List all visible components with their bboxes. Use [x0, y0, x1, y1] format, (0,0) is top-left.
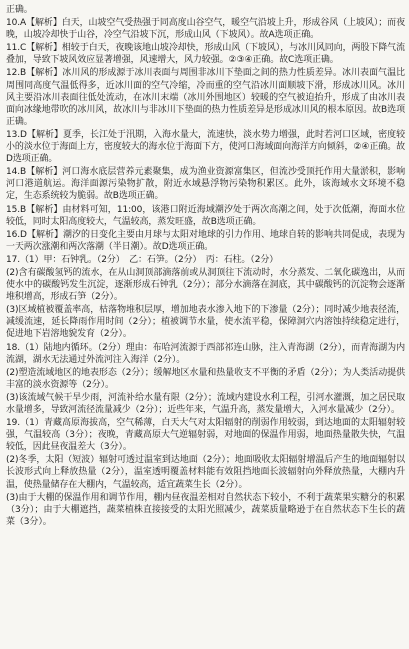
- answer-14: 14.B【解析】河口海水底层营养元素聚集，成为渔业资源富集区，但流沙受顶托作用大量淤积，影响河口港道航运。海洋面源污染物扩散，附近水域悬浮物污染物积累区。此外，该海域水文环境不稳定，生态系统较为脆弱。故B选项正确。: [6, 167, 405, 202]
- answer-11: 11.C【解析】相较于白天，夜晚该地山坡冷却快，形成山风（下坡风），与冰川风同向，两股下降气流叠加，导致下坡风效应显著增强，风速增大，风力较强。②③④正确。故C选项正确。: [6, 43, 405, 66]
- answer-18-part-2: (2)塑造流域地区的地表形态（2分）；缓解地区水量和热量收支不平衡的矛盾（2分）；为人类活动提供丰富的淡水资源等（2分）。: [6, 367, 405, 390]
- answer-17-part-1: 17.（1）甲：石钟乳。（2分） 乙：石笋。（2分） 丙：石柱。（2分）: [6, 254, 279, 265]
- answer-18-part-3: (3)该流域气候干旱少雨，河流补给水量有限（2分）；流域内建设水利工程，引河水灌溉，加之居民取水量增多，导致河流径流量减少（2分）；近些年来，气温升高，蒸发量增大，入河水量减少（2分）。: [6, 392, 405, 415]
- answer-10: 10.A【解析】白天，山坡空气受热强于同高度山谷空气，暖空气沿坡上升，形成谷风（上坡风）；而夜晚，山坡冷却快于山谷，冷空气沿坡下沉，形成山风（下坡风）。故A选项正确。: [6, 18, 405, 41]
- answer-19-part-3: (3)由于大棚的保温作用和调节作用，棚内昼夜温差相对自然状态下较小，不利于蔬菜果实糖分的积累（3分）；由于大棚遮挡，蔬菜植株直接接受的太阳光照减少，蔬菜质量略逊于在自然状态下生长的蔬菜（3分）。: [6, 492, 405, 527]
- answer-15: 15.B【解析】由材料可知，11:00，该港口附近海域潮汐处于两次高潮之间，处于次低潮，海面水位较低，同时太阳高度较大，气温较高，蒸发旺盛，故B选项正确。: [6, 204, 405, 227]
- answer-19-part-1: 19.（1）青藏高原海拔高，空气稀薄，白天大气对太阳辐射的削弱作用较弱，到达地面的太阳辐射较强，气温较高（3分）；夜晚，青藏高原大气逆辐射弱，对地面的保温作用弱，地面热量散失快，气温较低，因此昼夜温差大（3分）。: [6, 418, 405, 453]
- paragraph-continuation: 正确。: [6, 5, 33, 15]
- answer-12: 12.B【解析】冰川风的形成源于冰川表面与周围非冰川下垫面之间的热力性质差异。冰川表面气温比周围同高度气温低得多，近冰川面的空气冷缩，冷而重的空气沿冰川面顺坡下滑，形成冰川风。冰川风主要沿冰川表面往低处流动，在冰川末端（冰川外围地区）较暖的空气被迫抬升，形成了由冰川表面向冰缘地带吹的冰川风，故冰川与非冰川下垫面的热力性质差异是形成冰川风的根本原因。故B选项正确。: [6, 68, 405, 127]
- answer-13: 13.D【解析】夏季，长江处于汛期，入海水量大，流速快，淡水势力增强，此时若河口区域，密度较小的淡水位于海面上方，密度较大的海水位于海面下方，使河口海域面向海洋方向倾斜，②④正确。故D选项正确。: [6, 129, 405, 165]
- answer-18-part-1: 18.（1）陆地内循环。（2分）理由：布哈河流源于西部祁连山脉，注入青海湖（2分），而青海湖为内流湖，湖水无法通过外流河注入海洋（2分）。: [6, 342, 405, 365]
- answer-19-part-2: (2)冬季，太阳（短波）辐射可透过温室到达地面（2分）；地面吸收太阳辐射增温后产生的地面辐射以长波形式向上释放热量（2分），温室透明覆盖材料能有效阻挡地面长波辐射向外释放热量，大棚内升温，使热量储存在大棚内，气温较高，适宜蔬菜生长（2分）。: [6, 455, 405, 490]
- answer-17-part-2: (2)含有碳酸氢钙的流水，在从山洞顶部滴落前或从洞顶往下流动时，水分蒸发、二氧化碳逸出，从而使水中的碳酸钙发生沉淀，逐渐形成石钟乳（2分）；部分水滴落在洞底，其中碳酸钙的沉淀物会逐渐堆积增高，形成石笋（2分）。: [6, 267, 405, 303]
- answer-17-part-3: (3)区域植被覆盖率高，枯落物堆积层厚，增加地表水渗入地下的下渗量（2分）；同时减少地表径流，减缓流速，延长降雨作用时间（2分）；植被调节水量，使水流平稳，保障洞穴内溶蚀持续稳定进行，促进地下岩溶地貌发育（2分）。: [6, 305, 405, 340]
- answer-16: 16.D【解析】潮汐的日变化主要由月球与太阳对地球的引力作用、地球自转的影响共同促成，表现为一天两次涨潮和两次落潮（半日潮）。故D选项正确。: [6, 229, 405, 252]
